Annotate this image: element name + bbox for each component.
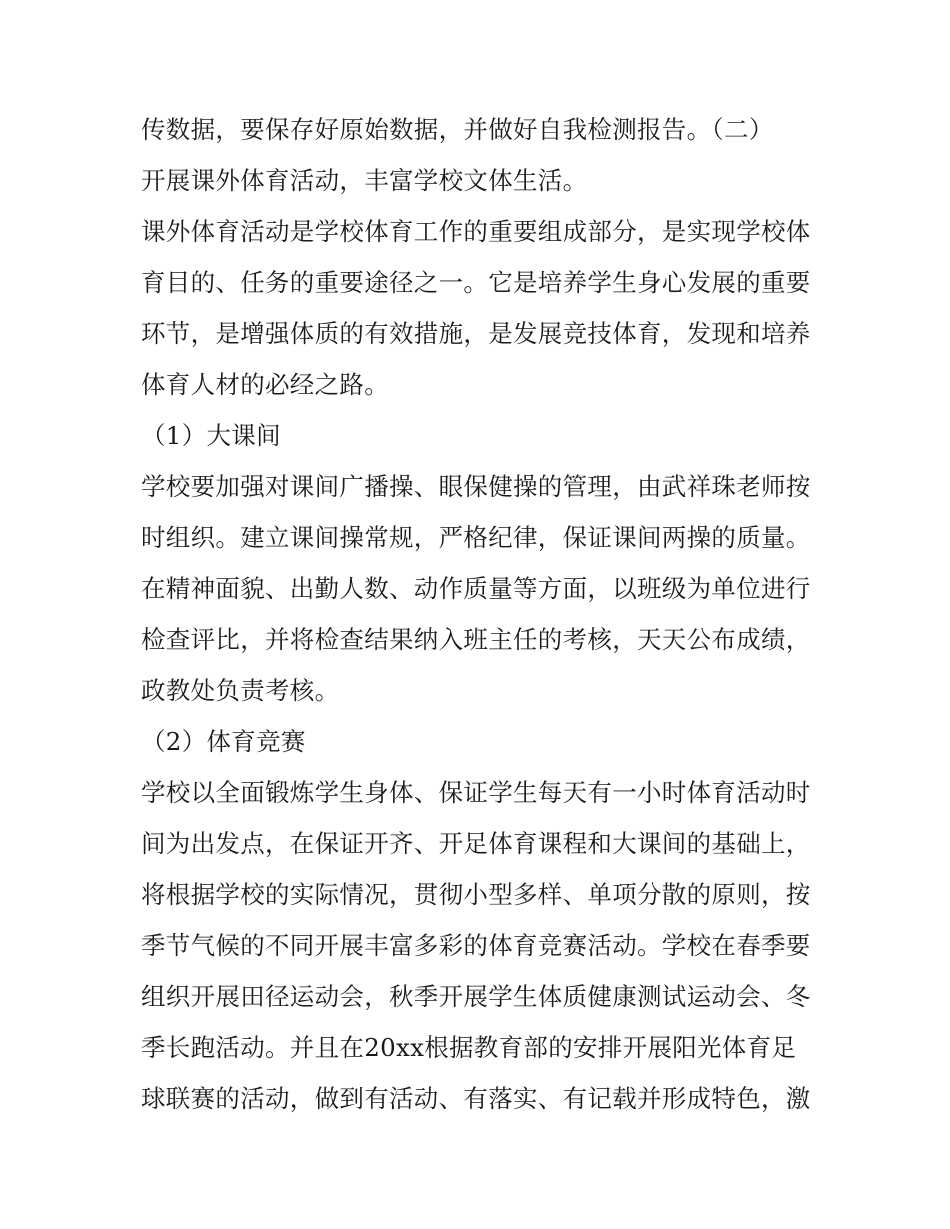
text-line: 环节，是增强体质的有效措施，是发展竞技体育，发现和培养 (141, 319, 811, 348)
text-line: 检查评比，并将检查结果纳入班主任的考核，天天公布成绩， (141, 625, 811, 654)
text-line: 间为出发点，在保证开齐、开足体育课程和大课间的基础上， (141, 829, 811, 858)
text-line: 政教处负责考核。 (141, 676, 340, 705)
text-line: 开展课外体育活动，丰富学校文体生活。 (141, 166, 588, 195)
text-line: 学校要加强对课间广播操、眼保健操的管理，由武祥珠老师按 (141, 472, 811, 501)
text-line: 课外体育活动是学校体育工作的重要组成部分，是实现学校体 (141, 217, 811, 246)
text-line: 体育人材的必经之路。 (141, 370, 389, 399)
text-line: 季节气候的不同开展丰富多彩的体育竞赛活动。学校在春季要 (141, 931, 811, 960)
section-heading: （2）体育竞赛 (141, 727, 306, 756)
text-line: 传数据，要保存好原始数据，并做好自我检测报告。（二） (141, 115, 774, 144)
text-line: 将根据学校的实际情况，贯彻小型多样、单项分散的原则，按 (141, 880, 811, 909)
text-line: 球联赛的活动，做到有活动、有落实、有记载并形成特色，激 (141, 1084, 811, 1113)
text-line: 时组织。建立课间操常规，严格纪律，保证课间两操的质量。 (141, 523, 811, 552)
body-text (141, 104, 821, 1124)
text-line: 学校以全面锻炼学生身体、保证学生每天有一小时体育活动时 (141, 778, 811, 807)
text-line: 在精神面貌、出勤人数、动作质量等方面，以班级为单位进行 (141, 574, 811, 603)
section-heading: （1）大课间 (141, 421, 281, 450)
text-line: 育目的、任务的重要途径之一。它是培养学生身心发展的重要 (141, 268, 811, 297)
text-line: 季长跑活动。并且在20xx根据教育部的安排开展阳光体育足 (141, 1033, 797, 1062)
text-line: 组织开展田径运动会，秋季开展学生体质健康测试运动会、冬 (141, 982, 811, 1011)
